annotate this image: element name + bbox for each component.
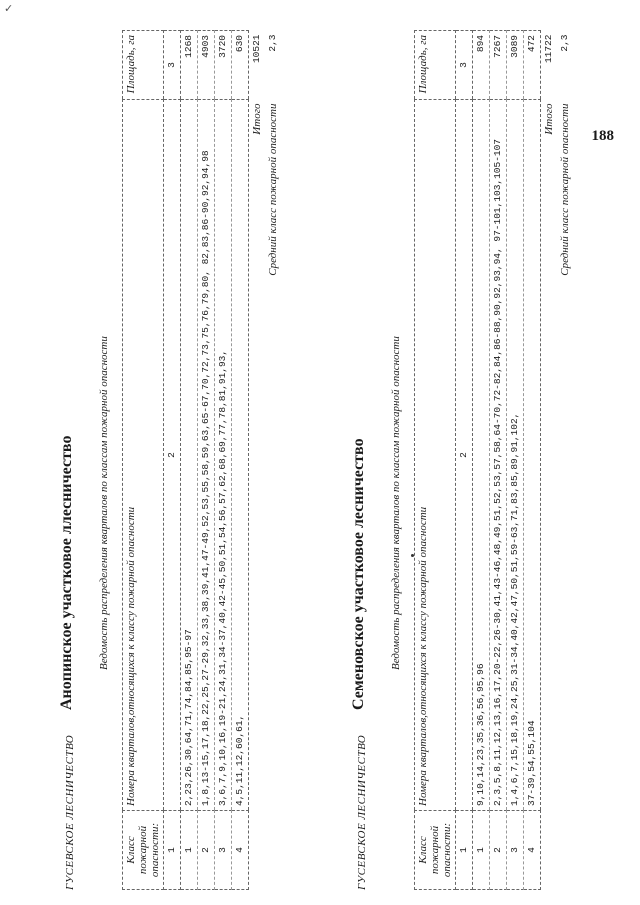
- table-row: [524, 31, 541, 890]
- section-anopinskoe: [58, 10, 281, 890]
- table-row: [198, 31, 215, 890]
- section-semenovskoe: [350, 10, 573, 890]
- header-area: Площадь, га: [415, 31, 456, 100]
- average-label: Средний класс пожарной опасности: [559, 103, 571, 276]
- quarters-cell: 2,23,26,30,64,71,74,84,85,95-97: [181, 100, 198, 811]
- quarters-cell: 1,8,13-15,17,18,22,25,27-29,32,33,38,39,41,47-49,52,53,55,58,59,63,65-67,70,72,73,75,76,79,80, 82,83,86-90,92,94,98: [198, 100, 215, 811]
- quarters-cell: 37-39,54,55,104: [524, 100, 541, 811]
- total-row: [541, 31, 558, 890]
- class-cell: 2: [198, 811, 215, 890]
- section-title: Анопинское участковое ллесничество: [58, 435, 75, 710]
- col-num: 3: [456, 31, 473, 100]
- total-value: 10521: [251, 34, 262, 64]
- quarters-cell: 1,4,6,7,15,18,19,24,25,31-34,40,42,47,50,51,59-63,71,83,85,89,91,102,: [507, 100, 524, 811]
- col-num: 2: [164, 100, 181, 811]
- table-row: [181, 31, 198, 890]
- header-class: Класс пожарной опасности:: [415, 811, 456, 890]
- col-num: 3: [164, 31, 181, 100]
- col-num: 1: [164, 811, 181, 890]
- average-row: [265, 31, 281, 890]
- section-subtitle: Ведомость распределения кварталов по классам пожарной опасности: [390, 336, 402, 670]
- total-value: 11722: [543, 34, 554, 64]
- quarters-cell: 4,5,11,12,60,61,: [232, 100, 249, 811]
- total-row: [249, 31, 266, 890]
- class-cell: 3: [507, 811, 524, 890]
- average-row: [557, 31, 573, 890]
- org-name: ГУСЕВСКОЕ ЛЕСНИЧЕСТВО: [64, 734, 76, 890]
- col-num: 1: [456, 811, 473, 890]
- area-cell: 894: [473, 31, 490, 100]
- header-quarters: Номера кварталов,относящихся к классу пожарной опасности: [123, 100, 164, 811]
- table-row: [490, 31, 507, 890]
- average-value: 2,3: [559, 34, 570, 52]
- area-cell: 472: [524, 31, 541, 100]
- average-label: Средний класс пожарной опасности: [267, 103, 279, 276]
- fire-class-table: [122, 30, 281, 890]
- section-subtitle: Ведомость распределения кварталов по классам пожарной опасности: [98, 336, 110, 670]
- class-cell: 1: [181, 811, 198, 890]
- table-row: [473, 31, 490, 890]
- corner-check-mark: ✓: [4, 2, 14, 15]
- quarters-cell: 3,6,7,9,10,16,19-21,24,31,34-37,40,42-45,50,51,54,56,57,62,68,69,77,78,81,91,93,: [215, 100, 232, 811]
- fire-class-table: [414, 30, 573, 890]
- total-label: Итого: [251, 103, 263, 135]
- class-cell: 4: [232, 811, 249, 890]
- area-cell: 630: [232, 31, 249, 100]
- class-cell: 4: [524, 811, 541, 890]
- col-num: 2: [456, 100, 473, 811]
- area-cell: 3089: [507, 31, 524, 100]
- section-header: [350, 10, 390, 890]
- class-cell: 2: [490, 811, 507, 890]
- quarters-cell: 9,10,14,23,35,36,56,95,96: [473, 100, 490, 811]
- header-area: Площадь, га: [123, 31, 164, 100]
- area-cell: 7267: [490, 31, 507, 100]
- area-cell: 4903: [198, 31, 215, 100]
- page-number: 188: [591, 128, 614, 144]
- area-cell: 1268: [181, 31, 198, 100]
- total-label: Итого: [543, 103, 555, 135]
- table-row: [232, 31, 249, 890]
- class-cell: 3: [215, 811, 232, 890]
- section-title: Семеновское участковое лесничество: [350, 438, 367, 710]
- rotated-page-content: [30, 10, 610, 890]
- average-value: 2,3: [267, 34, 278, 52]
- table-row: [215, 31, 232, 890]
- section-header: [58, 10, 98, 890]
- header-quarters: Номера кварталов,относящихся к классу пожарной опасности: [415, 100, 456, 811]
- table-row: [507, 31, 524, 890]
- header-class: Класс пожарной опасности:: [123, 811, 164, 890]
- org-name: ГУСЕВСКОЕ ЛЕСНИЧЕСТВО: [356, 734, 368, 890]
- class-cell: 1: [473, 811, 490, 890]
- area-cell: 3720: [215, 31, 232, 100]
- quarters-cell: 2,3,5,8,11,12,13,16,17,20-22,26-30,41,43-46,48,49,51,52,53,57,58,64-70,72-82,84,86-88,90,92,93,94, 97-101,103,105-107: [490, 100, 507, 811]
